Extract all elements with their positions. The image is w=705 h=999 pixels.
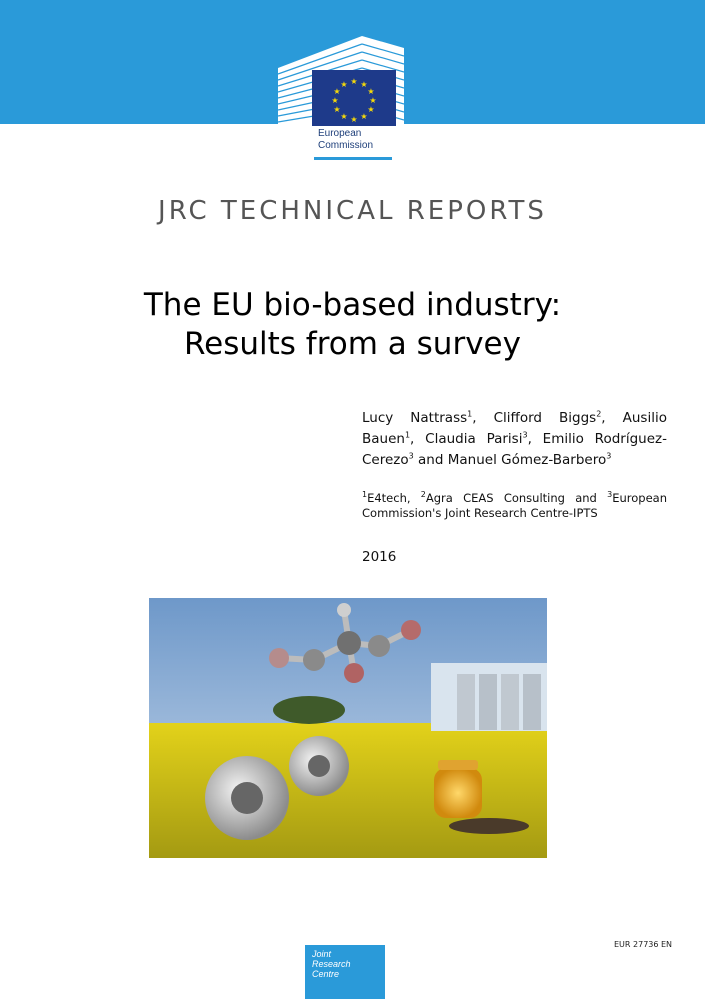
european-commission-label xyxy=(318,128,373,152)
author-5-affil: 3 xyxy=(408,451,414,461)
publication-year: 2016 xyxy=(362,549,397,565)
title-line-2: Results from a survey xyxy=(184,326,521,362)
svg-text:★: ★ xyxy=(360,80,368,89)
jrc-footer-logo xyxy=(305,945,385,999)
report-number: EUR 27736 EN xyxy=(614,940,673,949)
series-title: JRC TECHNICAL REPORTS xyxy=(158,196,547,226)
affil-3: European Commission's Joint Research Centre-IPTS xyxy=(362,491,667,520)
author-1: Lucy Nattrass xyxy=(362,410,468,426)
author-1-affil: 1 xyxy=(467,409,473,419)
affil-2: Agra CEAS Consulting and xyxy=(425,491,597,505)
author-6-affil: 3 xyxy=(606,451,612,461)
bio-based-industry-collage-image xyxy=(149,598,547,858)
author-5: Emilio Rodríguez-Cerezo xyxy=(362,431,667,468)
author-3: Ausilio Bauen xyxy=(362,410,667,447)
author-and: and xyxy=(418,452,444,468)
org-line-1: European xyxy=(318,128,362,139)
affil-3-mark: 3 xyxy=(607,490,613,500)
affil-2-mark: 2 xyxy=(420,490,426,500)
svg-text:★: ★ xyxy=(350,77,358,86)
author-3-affil: 1 xyxy=(404,430,411,440)
jrc-line-3: Centre xyxy=(312,969,340,979)
author-list: Lucy Nattrass$^1$, Clifford Biggs$^2$, Ausilio Bauen$^1$, Claudia Parisi$^3$, Emilio Rodríguez-Cerezo$^3$ and Manuel Gómez-Barbero$^3$ xyxy=(362,409,667,468)
jrc-line-2: Research xyxy=(312,959,351,969)
svg-text:★: ★ xyxy=(333,105,341,114)
logo-underline xyxy=(314,157,392,160)
svg-text:★: ★ xyxy=(340,112,348,121)
affil-1: E4tech, xyxy=(367,491,411,505)
jrc-line-1: Joint xyxy=(312,949,332,959)
svg-text:★: ★ xyxy=(350,115,358,124)
svg-text:★: ★ xyxy=(360,112,368,121)
author-2: Clifford Biggs xyxy=(493,410,597,426)
author-2-affil: 2 xyxy=(596,409,602,419)
report-title xyxy=(0,286,705,364)
author-6: Manuel Gómez-Barbero xyxy=(447,452,607,468)
affiliations xyxy=(362,491,667,521)
svg-text:★: ★ xyxy=(367,105,375,114)
affil-1-mark: 1 xyxy=(362,490,368,500)
svg-text:★: ★ xyxy=(369,96,377,105)
org-line-2: Commission xyxy=(318,140,374,151)
svg-text:★: ★ xyxy=(333,87,341,96)
svg-text:★: ★ xyxy=(340,80,348,89)
svg-text:★: ★ xyxy=(331,96,339,105)
title-line-1: The EU bio-based industry: xyxy=(143,287,562,323)
svg-text:★: ★ xyxy=(367,87,375,96)
author-4-affil: 3 xyxy=(522,430,528,440)
author-4: Claudia Parisi xyxy=(425,431,523,447)
